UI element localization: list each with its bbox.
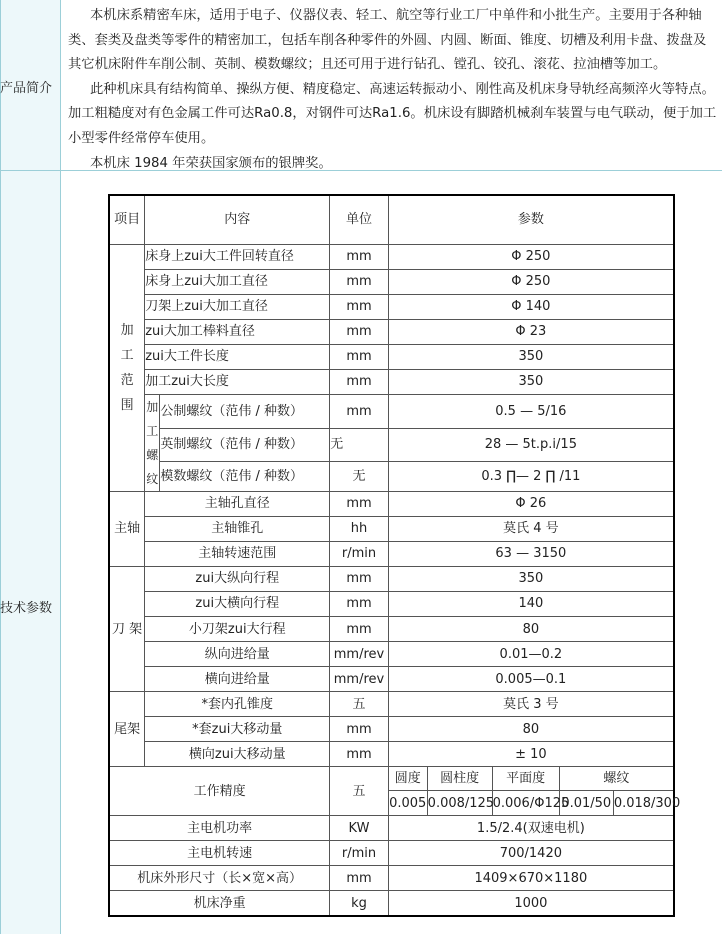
row-param: ± 10 [388,742,674,767]
row-content: 床身上zui大工件回转直径 [145,244,330,269]
precision-value: 0.01/50 [559,791,613,816]
spec-label-cell [1,171,60,934]
row-unit: 无 [330,462,388,492]
row-content: *套内孔锥度 [145,692,330,717]
row-param: 80 [388,717,674,742]
row-param: 350 [388,344,674,369]
group-thread: 加工螺纹 [145,394,160,491]
intro-label: 产品简介 [0,81,53,96]
row-param: Φ 140 [388,294,674,319]
row-param: 0.3 ∏— 2 ∏ /11 [388,462,674,492]
row-param: 莫氏 4 号 [388,516,674,541]
spec-table [108,194,681,917]
row-param: 350 [388,369,674,394]
row-content: 横向zui大移动量 [145,742,330,767]
row-unit: mm [330,369,388,394]
row-unit: 五 [330,692,388,717]
row-unit: 无 [330,428,388,462]
row-content: 横向进给量 [145,667,330,692]
row-content: 英制螺纹（范伟 / 种数） [160,428,330,462]
header-item: 项目 [109,195,145,244]
row-param: 28 — 5t.p.i/15 [388,428,674,462]
row-param: 1409×670×1180 [388,866,674,891]
row-content: 加工zui大长度 [145,369,330,394]
header-param: 参数 [388,195,674,244]
row-content: 主轴锥孔 [145,516,330,541]
header-unit: 单位 [330,195,388,244]
row-param: Φ 250 [388,269,674,294]
row-param: 63 — 3150 [388,541,674,566]
row-content: zui大纵向行程 [145,566,330,591]
precision-header-flatness: 平面度 [492,767,559,791]
row-unit: mm [330,344,388,369]
precision-header-cylindricity: 圆柱度 [427,767,492,791]
row-content: *套zui大移动量 [145,717,330,742]
precision-unit: 五 [330,767,388,816]
row-content: 机床净重 [109,891,330,916]
row-unit: mm [330,866,388,891]
row-unit: mm [330,394,388,428]
row-param: 0.01—0.2 [388,642,674,667]
row-content: 公制螺纹（范伟 / 种数） [160,394,330,428]
row-content: zui大加工棒料直径 [145,319,330,344]
row-param: 1000 [388,891,674,916]
row-unit: mm [330,717,388,742]
intro-paragraph-3: 本机床 1984 年荣获国家颁布的银牌奖。 [90,155,332,171]
row-unit: mm [330,269,388,294]
precision-value: 0.006/Φ125 [492,791,559,816]
row-param: Φ 26 [388,491,674,516]
group-processing: 加工范围 [109,244,145,491]
spec-table-wrapper [108,194,681,917]
row-content: 主电机功率 [109,816,330,841]
row-param: Φ 250 [388,244,674,269]
precision-header-roundness: 圆度 [388,767,427,791]
precision-label: 工作精度 [109,767,330,816]
row-unit: kg [330,891,388,916]
row-content: zui大工件长度 [145,344,330,369]
row-content: 机床外形尺寸（长×宽×高） [109,866,330,891]
row-unit: mm/rev [330,667,388,692]
row-unit: r/min [330,841,388,866]
row-param: Φ 23 [388,319,674,344]
precision-value: 0.005 [388,791,427,816]
group-tool-rest: 刀 架 [109,566,145,691]
row-unit: mm [330,491,388,516]
row-param: 0.5 — 5/16 [388,394,674,428]
row-param: 莫氏 3 号 [388,692,674,717]
row-content: 床身上zui大加工直径 [145,269,330,294]
row-param: 1.5/2.4(双速电机) [388,816,674,841]
row-unit: mm [330,244,388,269]
column-divider [60,0,61,934]
row-param: 350 [388,566,674,591]
row-unit: mm [330,591,388,616]
row-unit: mm [330,319,388,344]
row-unit: hh [330,516,388,541]
row-unit: mm [330,617,388,642]
group-tailstock: 尾架 [109,692,145,767]
row-unit: r/min [330,541,388,566]
row-param: 0.005—0.1 [388,667,674,692]
product-intro [68,4,718,176]
row-content: 主轴转速范围 [145,541,330,566]
intro-paragraph-1: 本机床系精密车床，适用于电子、仪器仪表、轻工、航空等行业工厂中单件和小批生产。主要用于各种轴类、套类及盘类等零件的精密加工，包括车削各种零件的外圆、内圆、断面、锥度、切槽及利用卡盘、拨盘及其它机床附件车削公制、英制、模数螺纹；且还可用于进行钻孔、镗孔、铰孔、滚花、拉油槽等加工。 [68,8,707,73]
precision-header-thread: 螺纹 [559,767,674,791]
row-content: 纵向进给量 [145,642,330,667]
row-content: zui大横向行程 [145,591,330,616]
row-param: 700/1420 [388,841,674,866]
precision-value: 0.018/300 [613,791,674,816]
row-unit: mm [330,742,388,767]
row-unit: mm [330,294,388,319]
precision-value: 0.008/125 [427,791,492,816]
row-content: 主轴孔直径 [145,491,330,516]
row-content: 小刀架zui大行程 [145,617,330,642]
row-content: 刀架上zui大加工直径 [145,294,330,319]
intro-paragraph-2: 此种机床具有结构简单、操纵方便、精度稳定、高速运转振动小、刚性高及机床身导轨经高频淬火等特点。加工粗糙度对有色金属工件可达Ra0.8，对钢件可达Ra1.6。机床设有脚踏机械刹车装置与电气联动，便于加工小型零件经常停车使用。 [68,81,717,146]
row-unit: mm [330,566,388,591]
row-param: 140 [388,591,674,616]
group-spindle: 主轴 [109,491,145,566]
row-content: 模数螺纹（范伟 / 种数） [160,462,330,492]
row-unit: KW [330,816,388,841]
header-content: 内容 [145,195,330,244]
row-param: 80 [388,617,674,642]
row-unit: mm/rev [330,642,388,667]
row-content: 主电机转速 [109,841,330,866]
spec-label: 技术参数 [0,601,53,616]
